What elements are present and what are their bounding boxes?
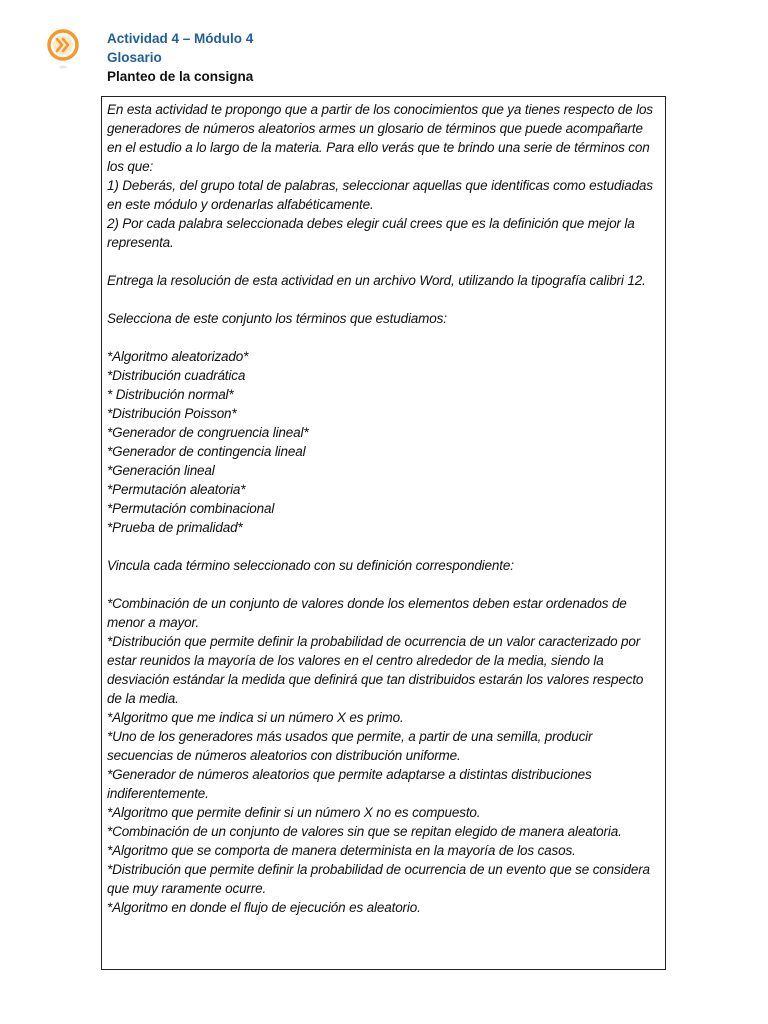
intro-paragraph: En esta actividad te propongo que a partir de los conocimientos que ya tienes respecto de los generadores de números aleatorios armes un glosario de términos que puede acompañarte en el estudio a lo largo de la materia. Para ello verás que te brindo una serie de términos con los que: — [107, 102, 653, 174]
definition-item: *Uno de los generadores más usados que permite, a partir de una semilla, producir secuencias de números aleatorios con distribución uniforme. — [107, 729, 593, 763]
selecciona-instruction: Selecciona de este conjunto los términos que estudiamos: — [107, 311, 447, 326]
term-item: *Distribución cuadrática — [107, 368, 246, 383]
definition-item: *Combinación de un conjunto de valores sin que se repitan elegido de manera aleatoria. — [107, 824, 622, 839]
term-item: *Algoritmo aleatorizado* — [107, 349, 249, 364]
term-item: *Generador de congruencia lineal* — [107, 425, 309, 440]
definition-item: *Algoritmo en donde el flujo de ejecución es aleatorio. — [107, 900, 421, 915]
activity-title: Actividad 4 – Módulo 4 — [107, 31, 254, 46]
term-item: *Generador de contingencia lineal — [107, 444, 306, 459]
term-item: * Distribución normal* — [107, 387, 234, 402]
term-item: *Generación lineal — [107, 463, 215, 478]
activity-subtitle: Glosario — [107, 50, 162, 65]
definition-item: *Combinación de un conjunto de valores donde los elementos deben estar ordenados de menor a mayor. — [107, 596, 627, 630]
term-item: *Prueba de primalidad* — [107, 520, 243, 535]
double-chevron-circle-icon — [44, 28, 82, 72]
entrega-paragraph: Entrega la resolución de esta actividad en un archivo Word, utilizando la tipografía calibri 12. — [107, 273, 646, 288]
definition-item: *Algoritmo que me indica si un número X es primo. — [107, 710, 404, 725]
vincula-instruction: Vincula cada término seleccionado con su definición correspondiente: — [107, 558, 514, 573]
step-1: 1) Deberás, del grupo total de palabras, seleccionar aquellas que identificas como estudiadas en este módulo y ordenarlas alfabéticamente. — [107, 178, 653, 212]
consigna-box — [101, 96, 666, 970]
section-heading: Planteo de la consigna — [107, 69, 254, 84]
definition-item: *Distribución que permite definir la probabilidad de ocurrencia de un valor caracterizado por estar reunidos la mayoría de los valores en el centro alrededor de la media, siendo la desviación estándar la medida que definirá que tan distribuidos estarán los valores respecto de la media. — [107, 634, 644, 706]
spacer — [107, 328, 657, 347]
definition-item: *Algoritmo que se comporta de manera determinista en la mayoría de los casos. — [107, 843, 576, 858]
term-item: *Permutación aleatoria* — [107, 482, 246, 497]
spacer — [107, 252, 657, 271]
module-logo — [44, 28, 82, 72]
spacer — [107, 537, 657, 556]
definitions-list — [107, 594, 657, 917]
step-2: 2) Por cada palabra seleccionada debes elegir cuál crees que es la definición que mejor la representa. — [107, 216, 635, 250]
spacer — [107, 575, 657, 594]
terms-list — [107, 347, 657, 537]
definition-item: *Distribución que permite definir la probabilidad de ocurrencia de un evento que se considera que muy raramente ocurre. — [107, 862, 650, 896]
definition-item: *Algoritmo que permite definir si un número X no es compuesto. — [107, 805, 481, 820]
term-item: *Permutación combinacional — [107, 501, 275, 516]
spacer — [107, 290, 657, 309]
document-header — [107, 29, 253, 86]
term-item: *Distribución Poisson* — [107, 406, 237, 421]
definition-item: *Generador de números aleatorios que permite adaptarse a distintas distribuciones indiferentemente. — [107, 767, 592, 801]
